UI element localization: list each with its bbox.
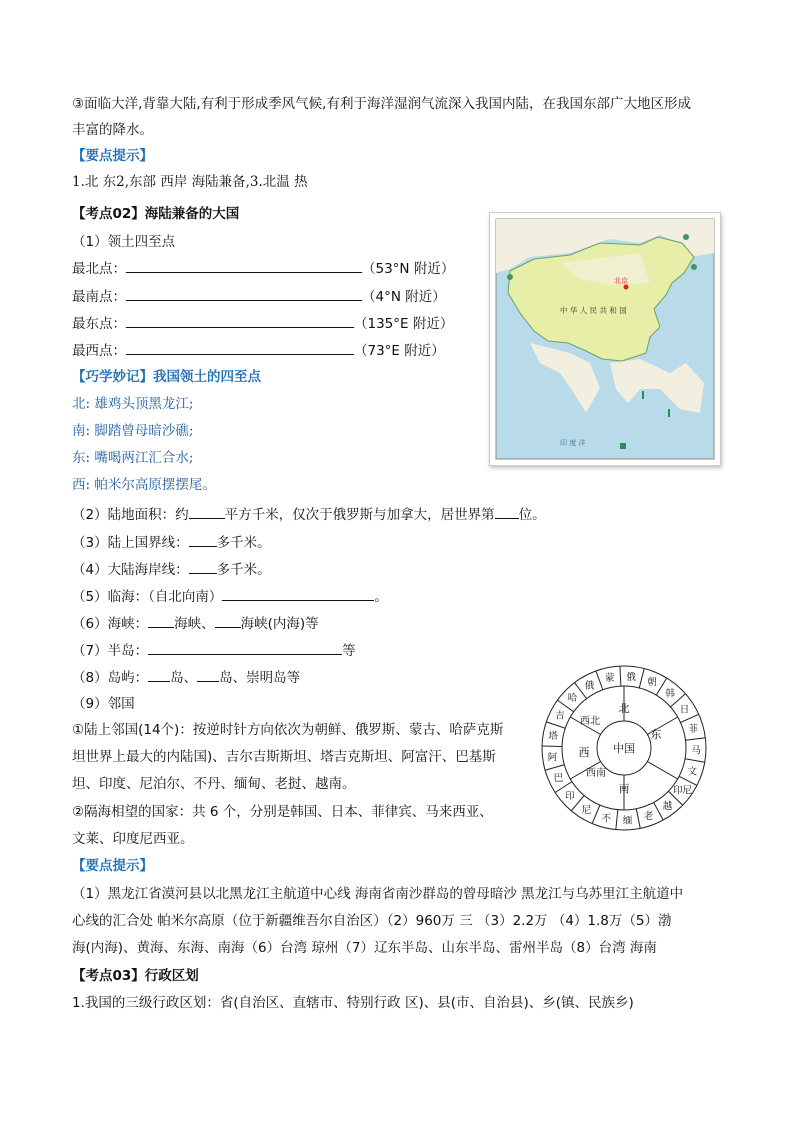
memo-line-south: 南: 脚踏曾母暗沙礁;: [72, 423, 194, 439]
wheel-country-4: 日: [679, 704, 690, 716]
adjacent-seas-label: （5）临海：（自北向南）: [72, 589, 223, 605]
extreme-north-row: [72, 258, 454, 279]
wheel-country-5: 菲: [688, 723, 699, 735]
islands-row: [72, 667, 300, 688]
extreme-south-label: 最南点：: [72, 289, 126, 305]
tips-answer-1: 1.北 东2,东部 西岸 海陆兼备,3.北温 热: [72, 174, 308, 190]
land-area-end: 位。: [518, 507, 546, 523]
coastline-unit: 多千米。: [216, 562, 271, 578]
wheel-country-20: 俄: [584, 680, 595, 692]
wheel-country-13: 尼: [581, 804, 592, 816]
wheel-country-7: 文: [687, 766, 698, 778]
extreme-west-row: [72, 340, 445, 361]
extreme-north-label: 最北点：: [72, 261, 126, 277]
extreme-east-blank[interactable]: [126, 313, 354, 328]
strait-2-blank[interactable]: [215, 613, 241, 628]
wheel-country-10: 老: [643, 811, 654, 823]
strait-1-blank[interactable]: [148, 613, 174, 628]
straits-mid: 海峡、: [174, 616, 215, 632]
island-2-blank[interactable]: [197, 667, 219, 682]
china-map: [489, 212, 721, 466]
map-point-north: [683, 234, 689, 240]
extreme-west-label: 最西点：: [72, 343, 126, 359]
memo-header: 【巧学妙记】我国领土的四至点: [72, 369, 261, 385]
kaodian02-header: [72, 204, 239, 224]
extreme-south-row: [72, 286, 446, 307]
adjacent-seas-blank[interactable]: [222, 586, 374, 601]
intro-line-2: 丰富的降水。: [72, 122, 153, 138]
islands-end: 岛、崇明岛等: [219, 670, 301, 686]
island-marker: [668, 409, 670, 417]
neighbors-wheel-graphic: [524, 664, 724, 839]
wheel-center-label: 中国: [613, 742, 635, 755]
coastline-label: （4）大陆海岸线：: [72, 562, 189, 578]
tips-answer-line-1: （1）黑龙江省漠河县以北黑龙江主航道中心线 海南省南沙群岛的曾母暗沙 黑龙江与乌苏里江主航道中: [72, 886, 684, 902]
wheel-country-12: 不: [601, 813, 611, 825]
tips-answer-line-2: 心线的汇合处 帕米尔高原（位于新疆维吾尔自治区）（2）960万 三 （3）2.2万 （4）1.8万（5）渤: [72, 913, 672, 929]
wheel-dir-southwest: 西南: [586, 768, 606, 779]
tips-answer-line-3: 海(内海)、黄海、东海、南海（6）台湾 琼州（7）辽东半岛、山东半岛、雷州半岛（8）台湾 海南: [72, 940, 657, 956]
wheel-country-1: 俄: [626, 671, 636, 683]
memo-line-north: 北: 雄鸡头顶黑龙江;: [72, 396, 194, 412]
land-area-row: [72, 504, 546, 525]
wheel-dir-north: 北: [618, 702, 630, 715]
memo-line-east: 东: 嘴喝两江汇合水;: [72, 450, 194, 466]
extreme-west-blank[interactable]: [126, 340, 354, 355]
sea-neighbors-line-1: ②隔海相望的国家：共 6 个，分别是韩国、日本、菲律宾、马来西亚、: [72, 804, 493, 820]
peninsula-end: 等: [342, 643, 356, 659]
land-neighbors-line-2: 坦世界上最大的内陆国)、吉尔吉斯斯坦、塔吉克斯坦、阿富汗、巴基斯: [72, 749, 496, 765]
tips-header-2: 【要点提示】: [72, 858, 153, 874]
land-neighbors-line-3: 坦、印度、尼泊尔、不丹、缅甸、老挝、越南。: [72, 776, 356, 792]
peninsula-row: [72, 640, 356, 661]
admin-division-line: 1.我国的三级行政区划：省(自治区、直辖市、特别行政 区)、县(市、自治县)、乡(镇、民族乡): [72, 995, 634, 1011]
land-border-label: （3）陆上国界线：: [72, 535, 189, 551]
adjacent-seas-row: [72, 586, 388, 607]
memo-line-west: 西: 帕米尔高原摆摆尾。: [72, 477, 216, 493]
map-country-label: 中 华 人 民 共 和 国: [560, 306, 627, 315]
tips-header-1: 【要点提示】: [72, 148, 153, 164]
map-sea-label: 印 度 洋: [560, 439, 586, 447]
peninsula-blank[interactable]: [148, 640, 342, 655]
wheel-country-14: 印: [565, 791, 575, 803]
wheel-country-15: 巴: [553, 773, 564, 785]
land-rank-blank[interactable]: [495, 504, 519, 519]
wheel-dir-east: 东: [650, 728, 662, 741]
capital-marker-icon: [624, 285, 629, 290]
straits-label: （6）海峡：: [72, 616, 149, 632]
extreme-south-hint: （4°N 附近）: [362, 289, 446, 305]
island-1-blank[interactable]: [148, 667, 170, 682]
extreme-south-blank[interactable]: [126, 286, 362, 301]
land-area-blank[interactable]: [189, 504, 225, 519]
extreme-east-hint: （135°E 附近）: [354, 316, 454, 332]
tips-text-1: [72, 172, 308, 192]
land-border-unit: 多千米。: [216, 535, 271, 551]
capital-label: 北京: [614, 277, 628, 285]
kaodian03-header: 【考点03】行政区划: [72, 968, 199, 984]
extreme-east-label: 最东点：: [72, 316, 126, 332]
neighbors-heading: （9）邻国: [72, 696, 135, 712]
sub-territory-extremes: （1）领土四至点: [72, 234, 176, 250]
intro-line-1: ③面临大洋,背靠大陆,有利于形成季风气候,有利于海洋湿润气流深入我国内陆，在我国东部广大地区形成: [72, 96, 691, 112]
extreme-north-blank[interactable]: [126, 258, 362, 273]
wheel-country-3: 韩: [665, 688, 676, 700]
wheel-country-9: 越: [662, 800, 673, 812]
wheel-country-2: 朝: [647, 677, 657, 689]
land-area-label: （2）陆地面积：约: [72, 507, 189, 523]
islands-label: （8）岛屿：: [72, 670, 149, 686]
wheel-dir-northwest: 西北: [580, 716, 600, 727]
land-border-blank[interactable]: [189, 532, 217, 547]
wheel-country-8: 印尼: [672, 785, 692, 797]
extreme-west-hint: （73°E 附近）: [354, 343, 445, 359]
wheel-country-16: 阿: [547, 752, 558, 764]
map-point-west: [507, 274, 513, 280]
extreme-east-row: [72, 313, 453, 334]
straits-end: 海峡(内海)等: [240, 616, 319, 632]
wheel-country-6: 马: [691, 745, 701, 757]
sea-neighbors-line-2: 文莱、印度尼西亚。: [72, 831, 194, 847]
wheel-country-0: 蒙: [604, 672, 615, 684]
coastline-row: [72, 559, 271, 580]
map-point-east: [691, 264, 697, 270]
inset-marker: [620, 443, 626, 449]
wheel-country-17: 塔: [548, 730, 558, 742]
land-border-row: [72, 532, 271, 553]
island-marker: [642, 391, 644, 399]
wheel-dir-west: 西: [578, 746, 590, 759]
adjacent-seas-end: 。: [374, 589, 388, 605]
land-neighbors-line-1: ①陆上邻国(14个)：按逆时针方向依次为朝鲜、俄罗斯、蒙古、哈萨克斯: [72, 722, 504, 738]
china-map-graphic: [490, 213, 720, 465]
land-area-mid: 平方千米，仅次于俄罗斯与加拿大，居世界第: [224, 507, 495, 523]
kaodian02-header-text: 【考点02】海陆兼备的大国: [72, 206, 240, 222]
coastline-blank[interactable]: [189, 559, 217, 574]
wheel-country-18: 吉: [555, 710, 565, 722]
islands-mid: 岛、: [170, 670, 198, 686]
straits-row: [72, 613, 319, 634]
wheel-country-11: 缅: [622, 815, 633, 827]
neighbors-wheel-diagram: [524, 664, 724, 839]
wheel-dir-south: 南: [618, 782, 630, 795]
peninsula-label: （7）半岛：: [72, 643, 149, 659]
wheel-country-19: 哈: [567, 693, 578, 705]
extreme-north-hint: （53°N 附近）: [362, 261, 455, 277]
